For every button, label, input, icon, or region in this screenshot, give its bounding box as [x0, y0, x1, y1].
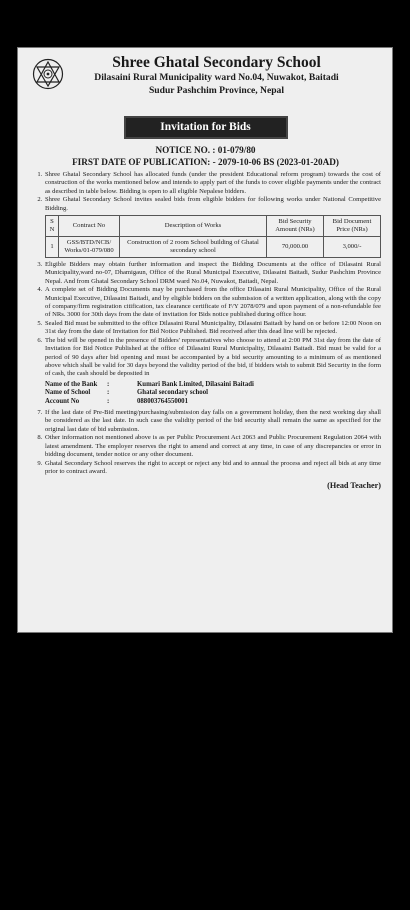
clause-4: 4. A complete set of Bidding Documents may be purchased from the office Dilasaini Rural Municipality, Office of the Rural Municipal Executive, Dilasaini Baitadi, and by eligible bidders on the submission of a written application, along with the copy of company/firm registration citification, tax clearance certificate of F/Y 2078/079 and upon payment of a non-refundable fee of NRs. 3000 for 30th days from the date of invitation for Bids notice published during office hour.: [44, 286, 381, 319]
cell-doc-price: 3,000/-: [324, 236, 381, 257]
cell-description: Construction of 2 room School building of Ghatal secondary school: [120, 236, 267, 257]
col-contract-no: Contract No: [59, 215, 120, 236]
notice-banner: Invitation for Bids: [124, 116, 288, 139]
col-doc-price: Bid Document Price (NRs): [324, 215, 381, 236]
school-province: Sudur Pashchim Province, Nepal: [148, 84, 285, 96]
account-label: Account No: [45, 398, 80, 406]
clause-6-text: The bid will be opened in the presence of Bidders' representatives who choose to attend at 2:00 PM 31st day from the date of Invitation for Bid Notice Published at the office of Dilasaini Rural Municipality, Dilasaini Baitadi. Bid must be valid for a period of 90 days after bid opening and must be accompanied by a bid security amounting to a minimum of as mentioned above which shall be valid for 30 days beyond the validity period of the bid, if bidders wish to submit Bid Security in the form of cash, the cash should be deposited in: [45, 337, 381, 378]
cell-contract-no: GSS/BTD/NCB/ Works/01-079/080: [59, 236, 120, 257]
school-name: Shree Ghatal Secondary School: [112, 54, 321, 71]
notice-document: [17, 47, 393, 633]
bank-name-value: Kumari Bank Limited, Dilasaini Baitadi: [137, 380, 254, 388]
school-address: Dilasaini Rural Municipality ward No.04, Nuwakot, Baitadi: [94, 72, 339, 83]
table-row: [46, 236, 381, 257]
cell-sn: 1: [46, 236, 59, 257]
bank-details: [45, 381, 381, 407]
bid-table: [45, 215, 381, 258]
clause-7: 7. If the last date of Pre-Bid meeting/purchasing/submission day falls on a government holiday, then the next working day shall be considered as the last date. In such case the validity period of the bid security shall remain the same as specified for the original last date of bid submission.: [44, 409, 381, 434]
bid-table-header: [46, 215, 381, 236]
notice-clauses: [30, 171, 381, 476]
clause-2: [44, 196, 381, 258]
notice-number: NOTICE NO. : 01-079/80: [155, 145, 256, 155]
signature: (Head Teacher): [327, 481, 381, 491]
clause-6: [44, 337, 381, 407]
publication-date: FIRST DATE OF PUBLICATION: - 2079-10-06 BS (2023-01-20AD): [72, 157, 339, 167]
col-security: Bid Security Amount (NRs): [267, 215, 324, 236]
clause-5: 5. Sealed Bid must be submitted to the office Dilasaini Rural Municipality, Dilasaini Baitadi by hand on or before 12:00 Noon on 31st day from the date of Invitation for Bid Notice Published. Bid received after this dead line will be rejected.: [44, 320, 381, 337]
school-name-label: Name of School: [45, 389, 91, 397]
account-row: [45, 398, 381, 407]
school-name-value: Ghatal secondary school: [137, 389, 208, 397]
school-name-separator: :: [107, 389, 110, 397]
clause-8: 8. Other information not mentioned above is as per Public Procurement Act 2063 and Public Procurement Regulation 2064 with latest amendment. The employer reserves the right to amend and correct at any time, in case of any discrepancies or error in bidding document, tender notice or any other document.: [44, 434, 381, 459]
clause-2-text: Shree Ghatal Secondary School invites sealed bids from eligible bidders for following works under National Competitive Bidding.: [45, 196, 381, 212]
clause-9: 9. Ghatal Secondary School reserves the right to accept or reject any bid and to annual the process and reject all bids at any time prior to contract award.: [44, 460, 381, 477]
bank-name-separator: :: [107, 380, 110, 388]
school-name-row: [45, 389, 381, 398]
nepal-emblem-icon: [32, 58, 64, 90]
col-description: Description of Works: [120, 215, 267, 236]
clause-1: 1. Shree Ghatal Secondary School has allocated funds (under the president Educational reform program) towards the cost of construction of the works mentioned below and intends to apply part of the funds to cover eligible payments under the contract as described in table below. Bidding is open to all eligible Nepalese bidders.: [44, 171, 381, 196]
cell-security: 70,000.00: [267, 236, 324, 257]
notice-header: [30, 54, 381, 114]
bank-name-row: [45, 381, 381, 390]
clause-3: 3. Eligible Bidders may obtain further information and inspect the Bidding Documents at the office of Dilasaini Rural Municipality,ward no-07, Dhamigaun, Office of the Rural Municipal Executive, Dilasaini Baitadi, Sudur Pashchim Province Nepal. And from Ghatal Secondary School DRM ward No.04, Nuwakot, Baitadi, Nepal.: [44, 261, 381, 286]
bank-name-label: Name of the Bank: [45, 380, 98, 388]
account-value: 088003764550001: [137, 398, 188, 406]
account-separator: :: [107, 398, 110, 406]
col-sn: S N: [46, 215, 59, 236]
